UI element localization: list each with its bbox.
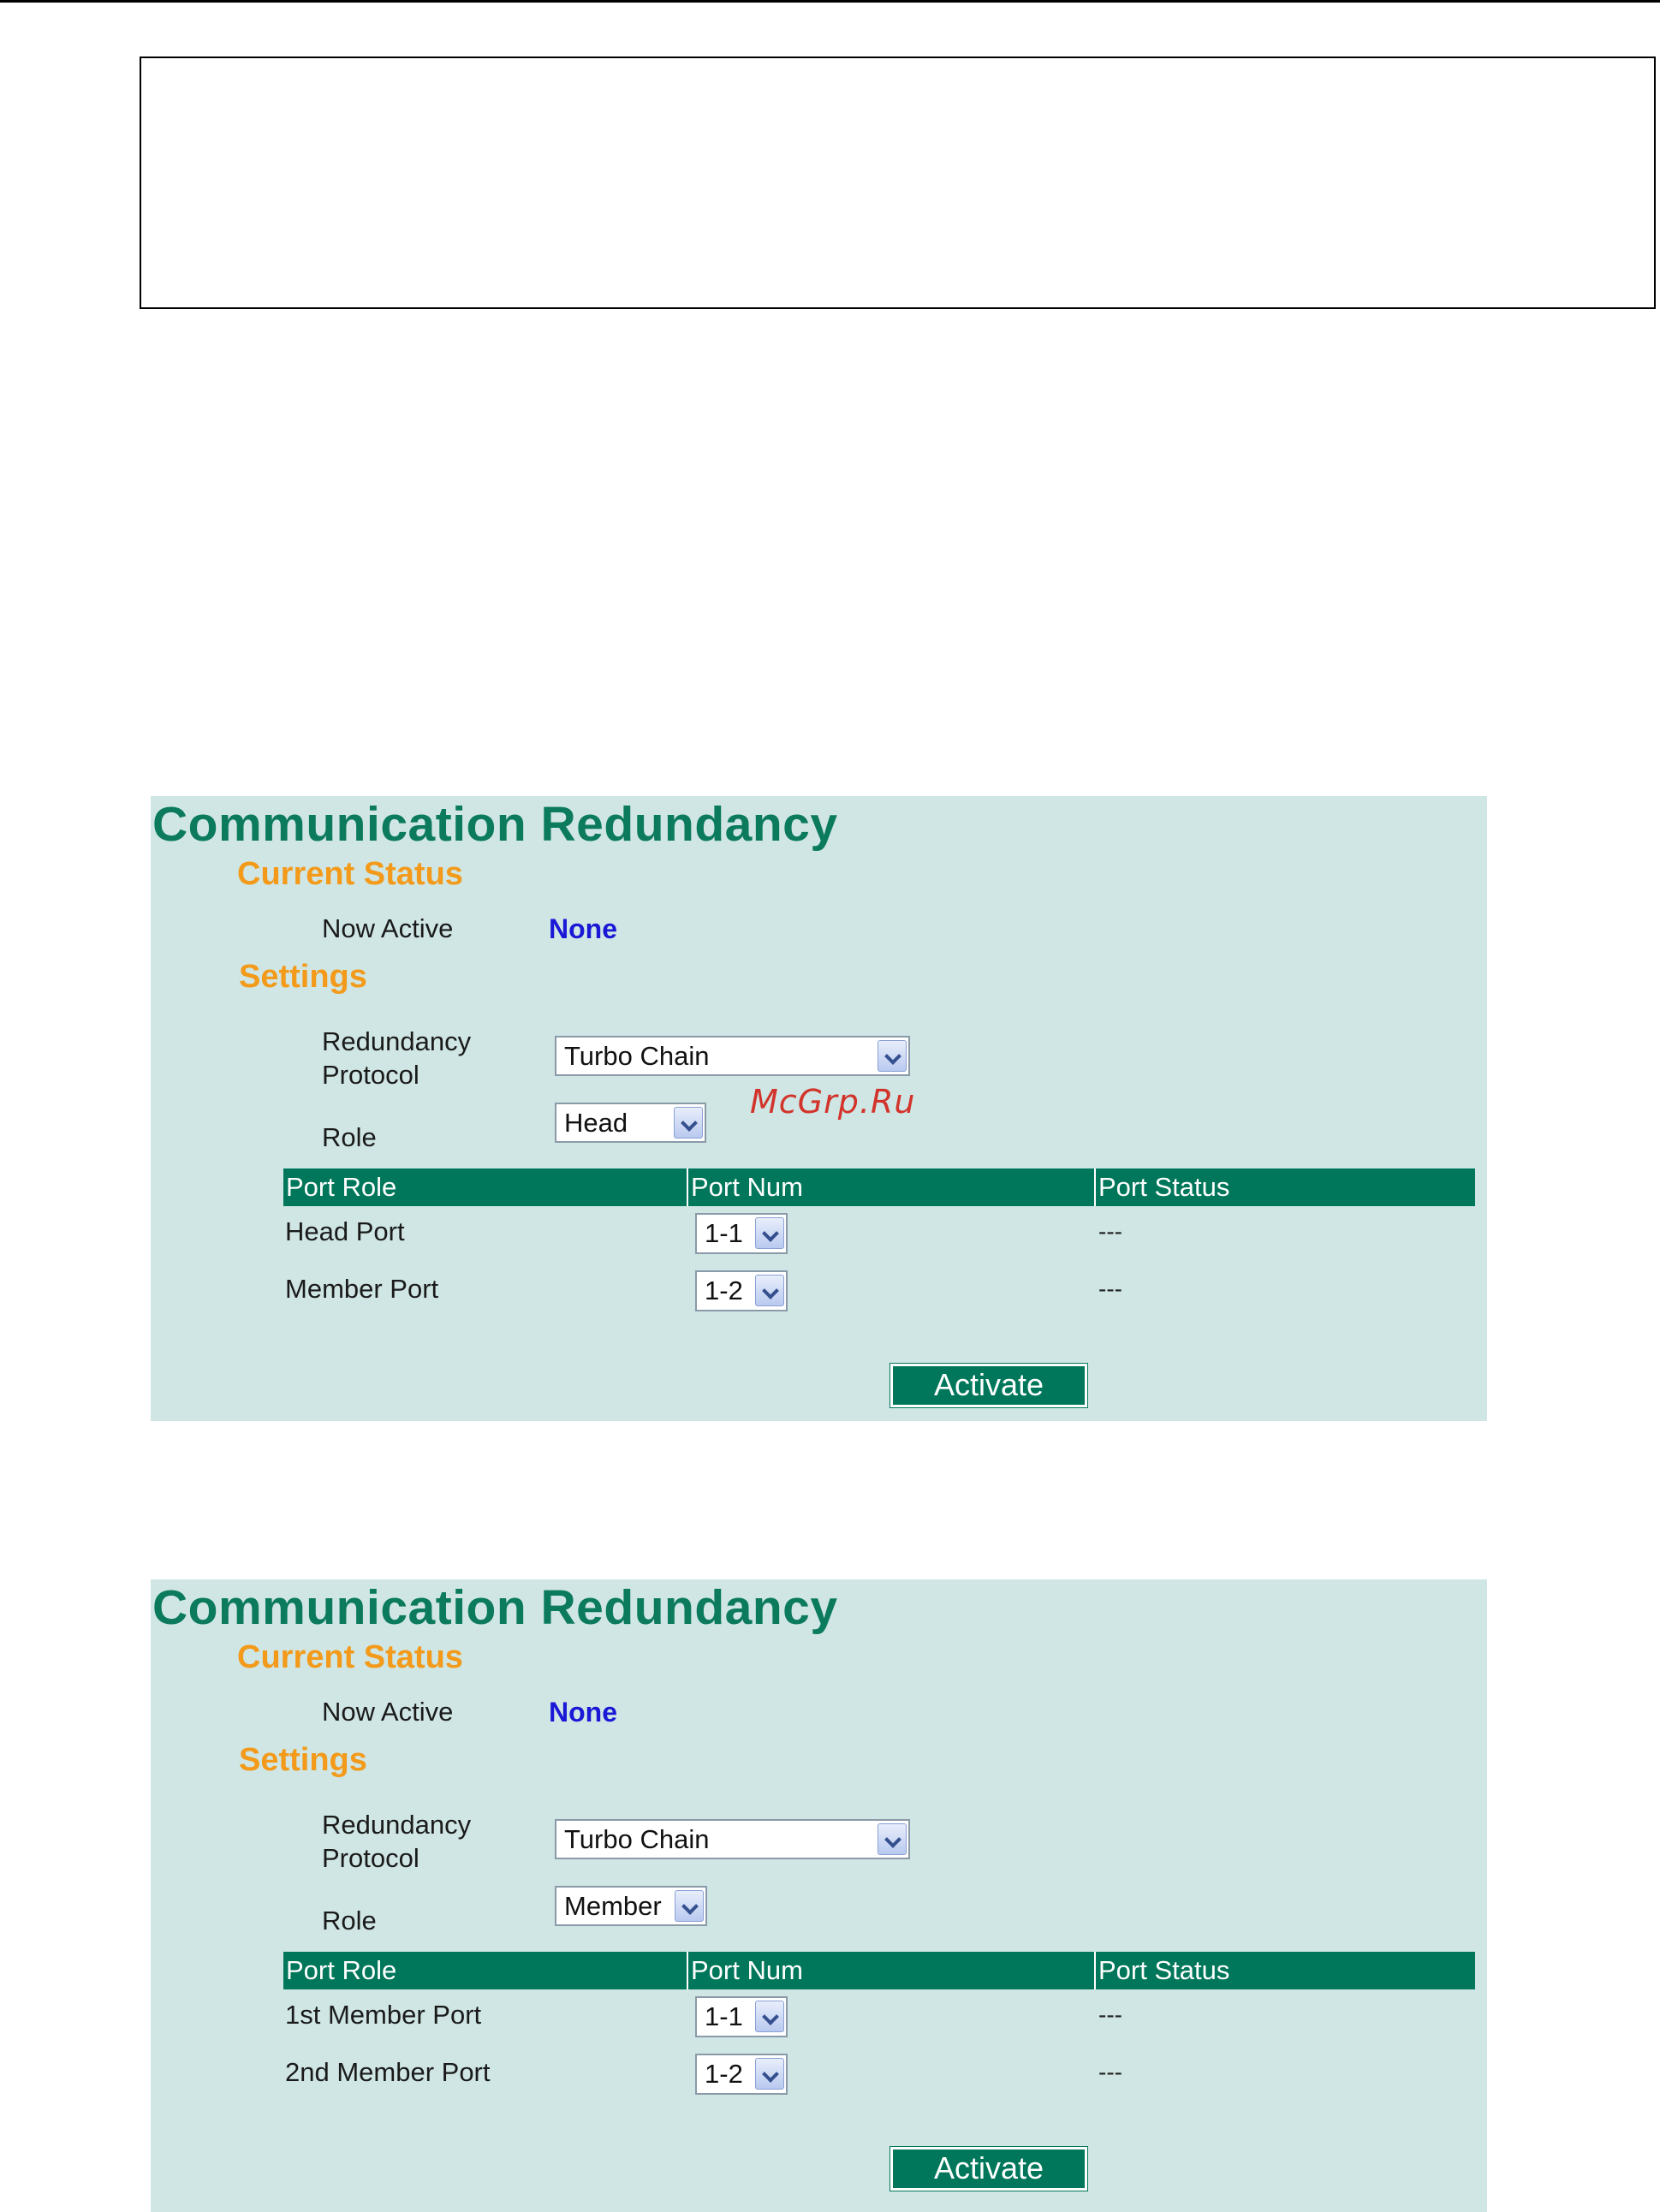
column-header-port-num: Port Num bbox=[687, 1168, 1094, 1206]
now-active-label: Now Active bbox=[322, 1697, 454, 1727]
note-box bbox=[140, 56, 1656, 309]
column-header-port-num: Port Num bbox=[687, 1952, 1094, 1989]
chevron-down-icon[interactable] bbox=[755, 1275, 784, 1306]
redundancy-protocol-value: Turbo Chain bbox=[564, 1824, 710, 1854]
port-role-cell: 1st Member Port bbox=[285, 2000, 482, 2030]
port-num-select[interactable] bbox=[695, 1270, 788, 1311]
redundancy-protocol-label: Redundancy Protocol bbox=[322, 1810, 472, 1873]
current-status-heading: Current Status bbox=[237, 1639, 463, 1675]
chevron-down-icon[interactable] bbox=[878, 1040, 907, 1072]
port-num-select[interactable] bbox=[695, 1996, 788, 2037]
chevron-down-icon[interactable] bbox=[755, 2001, 784, 2032]
redundancy-protocol-label: Redundancy Protocol bbox=[322, 1026, 472, 1090]
port-num-value: 1-2 bbox=[705, 1275, 743, 1305]
role-label: Role bbox=[322, 1906, 377, 1936]
chevron-down-icon[interactable] bbox=[755, 1217, 784, 1249]
port-role-cell: Head Port bbox=[285, 1216, 405, 1246]
port-table-header bbox=[283, 1168, 1475, 1206]
port-status-cell: --- bbox=[1098, 1275, 1122, 1302]
chevron-down-icon[interactable] bbox=[674, 1107, 703, 1139]
chevron-down-icon[interactable] bbox=[675, 1890, 704, 1922]
port-table-header bbox=[283, 1952, 1475, 1989]
settings-heading: Settings bbox=[239, 959, 367, 995]
column-header-port-role: Port Role bbox=[286, 1955, 397, 1985]
redundancy-protocol-select[interactable] bbox=[555, 1036, 910, 1076]
current-status-heading: Current Status bbox=[237, 856, 463, 892]
now-active-label: Now Active bbox=[322, 913, 454, 943]
watermark-text: McGrp.Ru bbox=[750, 1083, 916, 1121]
port-status-cell: --- bbox=[1098, 2059, 1122, 2085]
chevron-down-icon[interactable] bbox=[755, 2058, 784, 2090]
column-header-port-status: Port Status bbox=[1094, 1168, 1475, 1206]
redundancy-protocol-value: Turbo Chain bbox=[564, 1041, 710, 1071]
port-status-cell: --- bbox=[1098, 1218, 1122, 1245]
redundancy-protocol-select[interactable] bbox=[555, 1819, 910, 1859]
role-label: Role bbox=[322, 1122, 377, 1152]
page-title: Communication Redundancy bbox=[152, 1580, 838, 1635]
activate-button[interactable]: Activate bbox=[890, 2147, 1087, 2191]
column-header-port-role: Port Role bbox=[286, 1172, 397, 1202]
port-role-cell: 2nd Member Port bbox=[285, 2057, 491, 2087]
port-num-select[interactable] bbox=[695, 2054, 788, 2095]
role-value: Member bbox=[564, 1891, 662, 1921]
port-num-select[interactable] bbox=[695, 1213, 788, 1254]
role-select[interactable] bbox=[555, 1886, 707, 1926]
port-status-cell: --- bbox=[1098, 2001, 1122, 2028]
port-num-value: 1-2 bbox=[705, 2059, 743, 2089]
page-top-rule bbox=[0, 0, 1660, 3]
column-header-port-status: Port Status bbox=[1094, 1952, 1475, 1989]
role-select[interactable] bbox=[555, 1103, 706, 1143]
activate-button[interactable]: Activate bbox=[890, 1364, 1087, 1407]
port-num-value: 1-1 bbox=[705, 1218, 743, 1248]
role-value: Head bbox=[564, 1108, 628, 1138]
now-active-value: None bbox=[549, 913, 617, 944]
now-active-value: None bbox=[549, 1697, 617, 1727]
page-title: Communication Redundancy bbox=[152, 797, 838, 852]
port-role-cell: Member Port bbox=[285, 1274, 439, 1304]
port-num-value: 1-1 bbox=[705, 2001, 743, 2031]
settings-heading: Settings bbox=[239, 1742, 367, 1778]
redundancy-panel-member bbox=[151, 1579, 1487, 2212]
chevron-down-icon[interactable] bbox=[878, 1823, 907, 1855]
